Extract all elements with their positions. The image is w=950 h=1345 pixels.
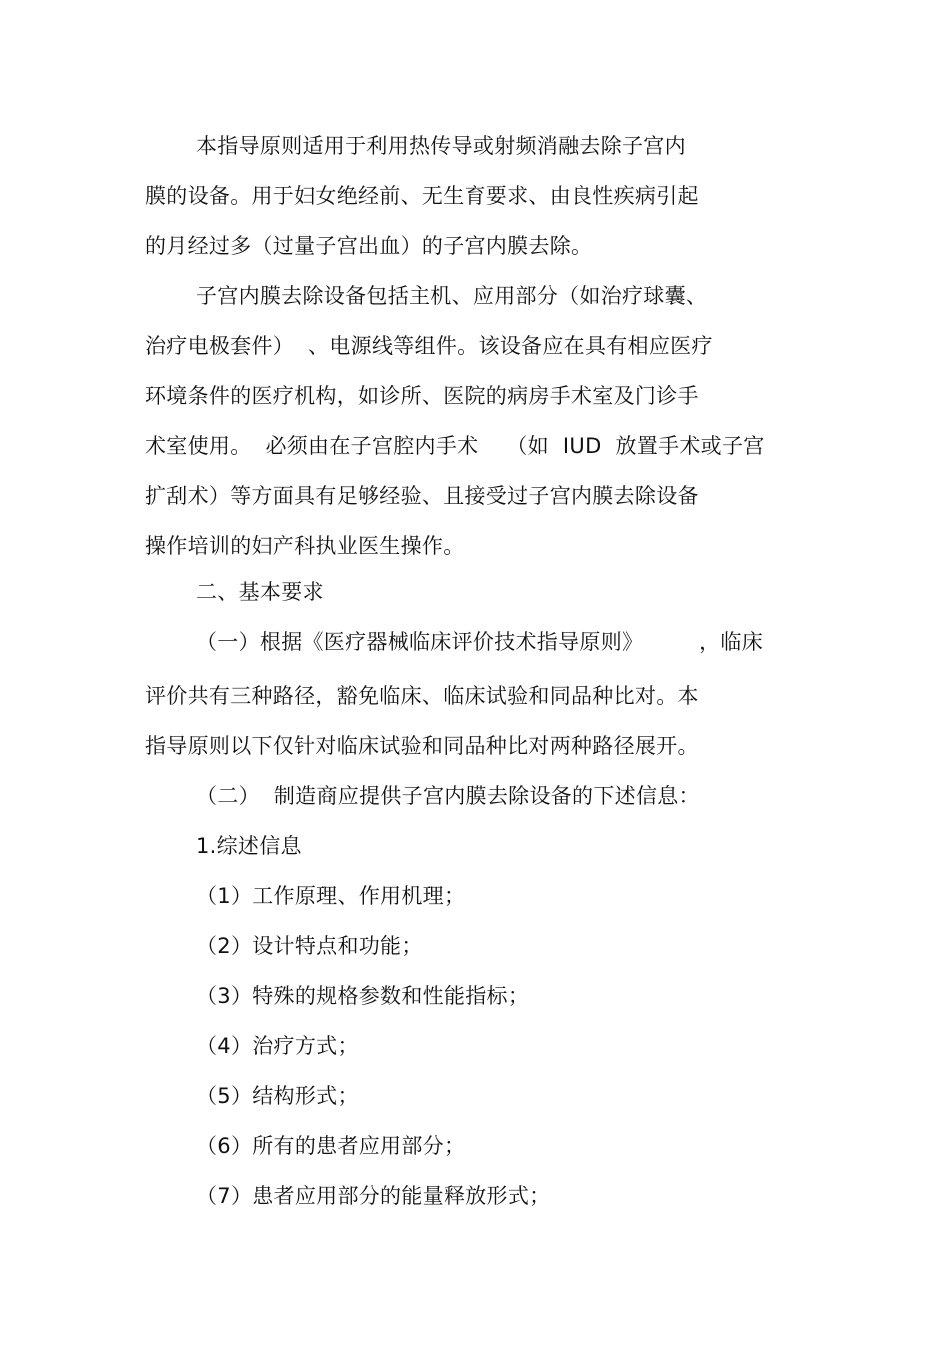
components-paragraph-line-3: 环境条件的医疗机构，如诊所、医院的病房手术室及门诊手	[145, 384, 699, 408]
components-paragraph-line-2: 治疗电极套件） 、电源线等组件。该设备应在具有相应医疗	[145, 334, 713, 358]
list-item: （1）工作原理、作用机理；	[196, 884, 466, 908]
item-heading: 1.综述信息	[196, 834, 302, 858]
components-paragraph-line-5: 扩刮术）等方面具有足够经验、且接受过子宫内膜去除设备	[145, 484, 699, 508]
components-paragraph-line-1: 子宫内膜去除设备包括主机、应用部分（如治疗球囊、	[196, 284, 708, 308]
sub-one-line-2: 评价共有三种路径，豁免临床、临床试验和同品种比对。本	[145, 684, 699, 708]
scope-paragraph-line-3: 的月经过多（过量子宫出血）的子宫内膜去除。	[145, 234, 593, 258]
components-paragraph-line-4: 术室使用。 必须由在子宫腔内手术 （如 IUD 放置手术或子宫	[145, 434, 765, 458]
list-item: （6）所有的患者应用部分；	[196, 1134, 466, 1158]
components-paragraph-line-6: 操作培训的妇产科执业医生操作。	[145, 534, 465, 558]
list-item: （3）特殊的规格参数和性能指标；	[196, 984, 530, 1008]
sub-one-line-1: （一）根据《医疗器械临床评价技术指导原则》 ，临床	[196, 630, 763, 654]
sub-two-heading: （二） 制造商应提供子宫内膜去除设备的下述信息：	[196, 784, 700, 808]
list-item: （5）结构形式；	[196, 1084, 359, 1108]
scope-paragraph-line-2: 膜的设备。用于妇女绝经前、无生育要求、由良性疾病引起	[145, 184, 699, 208]
list-item: （4）治疗方式；	[196, 1034, 359, 1058]
list-item: （7）患者应用部分的能量释放形式；	[196, 1184, 551, 1208]
scope-paragraph-line-1: 本指导原则适用于利用热传导或射频消融去除子宫内	[196, 134, 686, 158]
sub-one-line-3: 指导原则以下仅针对临床试验和同品种比对两种路径展开。	[145, 734, 699, 758]
list-item: （2）设计特点和功能；	[196, 934, 423, 958]
section-heading: 二、基本要求	[196, 580, 324, 604]
